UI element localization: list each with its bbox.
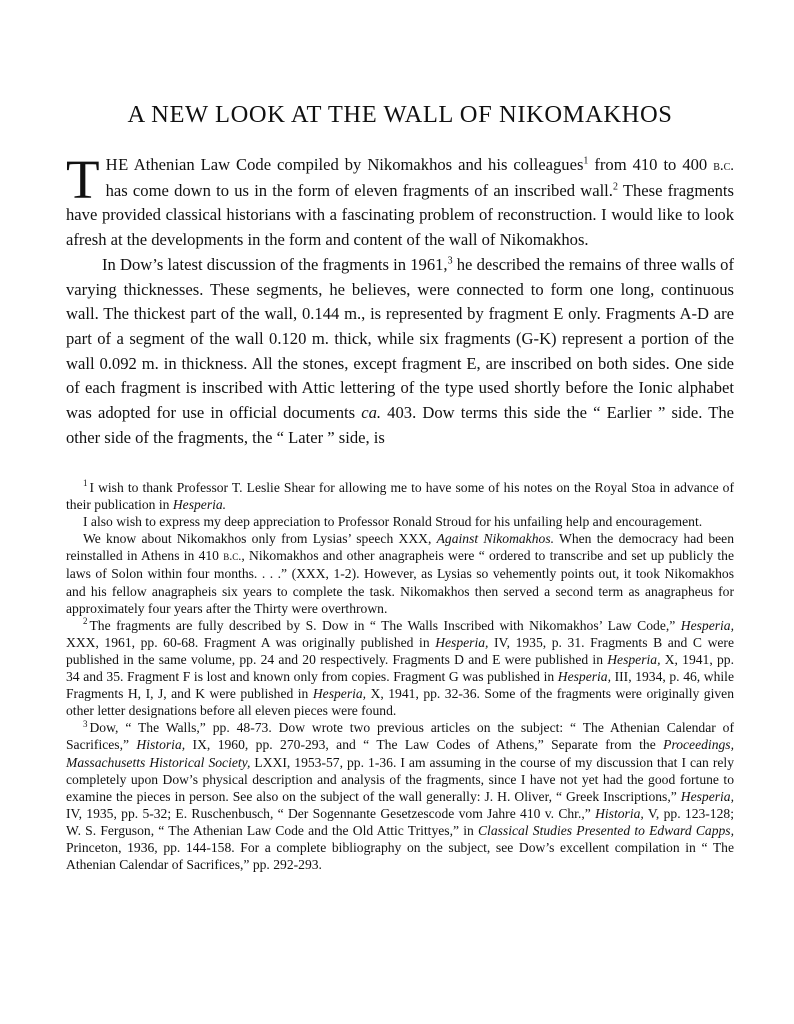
- footnote-text: The fragments are fully described by S. Dow in “ The Walls Inscribed with Nikomakhos’ Law Code,”: [89, 617, 681, 633]
- paragraph-2: [66, 253, 734, 451]
- small-caps-bc: b.c.: [713, 158, 735, 174]
- footnote-text: , Nikomakhos and other anagrapheis were “ ordered to transcribe and set up publicly the laws of Solon within four months. . . .” (XXX, 1-2). However, as Lysias so vehemently points out, it took Nikomakhos and his fellow anagrapheis six years to complete the task. Nikomakhos then served a second term as anagrapheus for approximately four years after the Thirty were overthrown.: [66, 548, 734, 616]
- footnote-text: Dow, “ The Walls,” pp. 48-73. Dow wrote two previous articles on the subject: “ The Athenian Calendar of Sacrifices,”: [66, 720, 734, 753]
- footnote-text: X, 1941, pp. 34 and 35. Fragment F is lost and known only from copies. Fragment G was published in: [66, 651, 734, 685]
- footnote-italic: Against Nikomakhos.: [436, 531, 555, 547]
- text-run: Athenian Law Code compiled by Nikomakhos and his colleagues: [128, 155, 584, 174]
- footnote-italic: Historia,: [595, 805, 644, 821]
- footnote-text: IV, 1935, p. 31. Fragments B and C were published in the same volume, pp. 24 and 20 respectively. Fragments D and E were published in: [66, 634, 734, 667]
- footnote-text: V, pp. 123-128; W. S. Ferguson, “ The Athenian Law Code and the Old Attic Trittyes,” in: [66, 805, 734, 838]
- footnote-2: [66, 617, 734, 720]
- small-caps-bc: b.c.: [223, 549, 242, 564]
- footnote-text: X, 1941, pp. 32-36. Some of the fragments were originally given other letter designations before all eleven pieces were found.: [66, 686, 734, 719]
- footnote-italic: Hesperia,: [557, 669, 611, 685]
- footnote-italic: Hesperia,: [435, 634, 489, 650]
- footnote-number: 3: [83, 718, 88, 729]
- footnotes: [66, 479, 734, 873]
- footnote-text: When the democracy had been reinstalled in Athens in 410: [66, 531, 735, 564]
- footnote-italic: Proceedings, Massachusetts Historical Society,: [66, 737, 734, 770]
- footnote-italic: Hesperia,: [680, 788, 734, 804]
- footnote-italic: Classical Studies Presented to Edward Capps,: [477, 822, 734, 838]
- footnote-ref-1[interactable]: 1: [583, 155, 589, 167]
- footnote-italic: Hesperia,: [680, 617, 734, 633]
- drop-cap: T: [66, 149, 100, 210]
- footnote-ref-2[interactable]: 2: [612, 181, 618, 193]
- text-run: has come down to us in the form of eleven fragments of an inscribed wall.: [105, 180, 613, 200]
- first-word: HE: [105, 155, 129, 174]
- text-run: In Dow’s latest discussion of the fragments in 1961,: [102, 254, 448, 274]
- footnote-text: I also wish to express my deep appreciation to Professor Ronald Stroud for his unfailing help and encouragement.: [83, 514, 703, 530]
- footnote-1: [66, 479, 734, 513]
- footnote-text: Princeton, 1936, pp. 144-158. For a complete bibliography on the subject, see Dow’s excellent compilation in “ The Athenian Calendar of Sacrifices,” pp. 292-293.: [66, 839, 734, 873]
- footnote-text: XXX, 1961, pp. 60-68. Fragment A was originally published in: [66, 634, 436, 650]
- footnote-italic: Historia,: [136, 737, 186, 753]
- text-run: 403. Dow terms this side the “ Earlier ” side. The other side of the fragments, the “ Later ” side, is: [66, 403, 734, 447]
- article-title: A NEW LOOK AT THE WALL OF NIKOMAKHOS: [127, 101, 673, 128]
- text-run: he described the remains of three walls of varying thicknesses. These segments, he believes, were connected to form one long, continuous wall. The thickest part of the wall, 0.144 m., is represented by fragment E only. Fragments A-D are part of a segment of the wall 0.120 m. thick, while six fragments (G-K) represent a portion of the wall 0.092 m. in thickness. All the stones, except fragment E, are inscribed on both sides. One side of each fragment is inscribed with Attic lettering of the type used shortly before the Ionic alphabet was adopted for use in official documents: [66, 254, 734, 423]
- footnote-text: I wish to thank Professor T. Leslie Shear for allowing me to have some of his notes on the Royal Stoa in advance of their publication in: [66, 480, 734, 513]
- footnote-italic: Hesperia,: [607, 651, 661, 667]
- italic-ca: ca.: [361, 403, 382, 423]
- text-run: from 410 to 400: [588, 155, 714, 174]
- footnote-text: IV, 1935, pp. 5-32; E. Ruschenbusch, “ Der Sogennante Gesetzescode vom Jahre 410 v. Chr.,”: [66, 805, 596, 821]
- footnote-number: 2: [83, 616, 88, 627]
- paragraph-1: [66, 149, 735, 253]
- footnote-text: III, 1934, p. 46, while Fragments H, I, J, and K were published in: [66, 669, 734, 702]
- footnote-1-continued: [66, 530, 734, 616]
- footnote-text: IX, 1960, pp. 270-293, and “ The Law Codes of Athens,” Separate from the: [185, 737, 664, 753]
- footnote-number: 1: [83, 478, 88, 489]
- footnote-text: We know about Nikomakhos only from Lysias’ speech XXX,: [83, 531, 437, 547]
- footnote-ref-3[interactable]: 3: [447, 255, 453, 267]
- text-run: These fragments have provided classical historians with a fascinating problem of reconstruction. I would like to look afresh at the developments in the form and content of the wall of Nikomakhos.: [66, 180, 734, 250]
- footnote-text: LXXI, 1953-57, pp. 1-36. I am assuming in the course of my discussion that I can rely completely upon Dow’s physical description and analysis of the fragments, since I have not yet had the good fortune to examine the pieces in person. See also on the subject of the wall generally: J. H. Oliver, “ Greek Inscriptions,”: [66, 754, 735, 804]
- footnote-3: [66, 719, 734, 873]
- footnote-italic: Hesperia,: [312, 686, 367, 702]
- footnote-italic: Hesperia.: [172, 497, 227, 513]
- footnote-1-continued: [66, 513, 734, 530]
- body-text: [66, 149, 735, 450]
